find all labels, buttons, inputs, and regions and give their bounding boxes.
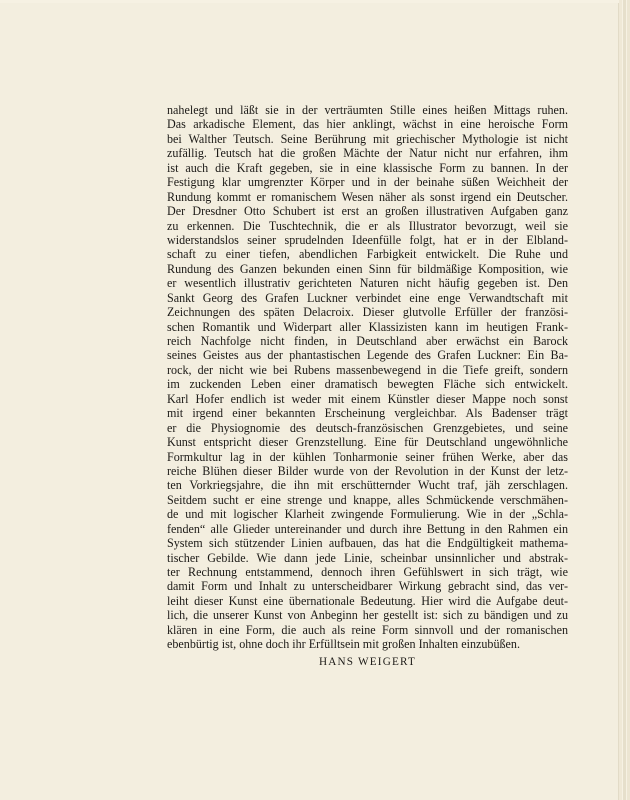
text-line: Kunst entspricht dieser Grenzstellung. Eine für Deutschland ungewöhnliche <box>167 435 568 450</box>
text-line: reiche Blühen dieser Bilder wurde von der Revolution in der Kunst der letz- <box>167 463 568 478</box>
text-line: Seitdem sucht er eine strenge und knappe, alles Schmückende verschmähen- <box>167 492 568 507</box>
text-line: mit irgend einer bekannten Erscheinung vergleichbar. Als Badenser trägt <box>167 406 568 421</box>
text-line: widerstandslos seiner sprudelnden Ideenfülle folgt, hat er in der Elbland- <box>167 232 568 247</box>
text-line: ter Rechnung entstammend, dennoch ihren Gefühlswert in sich trägt, wie <box>167 565 568 579</box>
text-line: tischer Gebilde. Wie dann jede Linie, scheinbar unsinnlicher und abstrak- <box>167 550 568 565</box>
text-line: leiht dieser Kunst eine übernationale Bedeutung. Hier wird die Aufgabe deut- <box>167 593 568 608</box>
text-line: Rundung kommt er romanischem Wesen näher als sonst irgend ein Deutscher. <box>167 189 568 204</box>
text-line: de und mit logischer Klarheit zwingende Formulierung. Wie in der „Schla- <box>167 507 568 522</box>
body-text <box>167 103 568 669</box>
text-line: zufällig. Teutsch hat die großen Mächte der Natur nicht nur erfahren, ihm <box>167 146 568 161</box>
text-line: Festigung klar umgrenzter Körper und in der beinahe süßen Weichheit der <box>167 175 568 190</box>
text-line: Rundung des Ganzen bekunden einen Sinn für bildmäßige Komposition, wie <box>167 261 568 276</box>
text-line: damit Form und Inhalt zu unterscheidbarer Wirkung gebracht sind, das ver- <box>167 579 568 594</box>
text-line: schaft zu einer tiefen, abendlichen Farbigkeit entwickelt. Die Ruhe und <box>167 247 568 262</box>
text-line: zu erkennen. Die Tuschtechnik, die er als Illustrator bevorzugt, weil sie <box>167 218 568 233</box>
text-line: Zeichnungen des späten Delacroix. Dieser glutvolle Erfüller der französi- <box>167 305 568 320</box>
text-line: Der Dresdner Otto Schubert ist erst an großen illustrativen Aufgaben ganz <box>167 204 568 219</box>
text-line: Karl Hofer endlich ist weder mit einem Künstler dieser Mappe noch sonst <box>167 391 568 406</box>
text-line: System sich stützender Linien aufbauen, das hat die Endgültigkeit mathema- <box>167 536 568 551</box>
text-line: seines Geistes aus der phantastischen Legende des Grafen Luckner: Ein Ba- <box>167 348 568 363</box>
text-line: Das arkadische Element, das hier anklingt, wächst in eine heroische Form <box>167 117 568 132</box>
text-line: klären in eine Form, die auch als reine Form sinnvoll und der romanischen <box>167 622 568 637</box>
text-line: im zuckenden Leben einer dramatisch bewegten Fläche sich entwickelt. <box>167 377 568 392</box>
text-line: fenden“ alle Glieder untereinander und durch ihre Bettung in den Rahmen ein <box>167 521 568 536</box>
page-edge <box>623 0 626 800</box>
text-line: schen Romantik und Widerpart aller Klassizisten kann im heutigen Frank- <box>167 319 568 334</box>
text-line: ten Vorkriegsjahre, die ihn mit erschütternder Wucht traf, jäh zerschlagen. <box>167 478 568 493</box>
author-signature: HANS WEIGERT <box>318 655 417 668</box>
text-line: bei Walther Teutsch. Seine Berührung mit griechischer Mythologie ist nicht <box>167 131 568 146</box>
text-line: ist auch die Kraft gegeben, sie in eine klassische Form zu bannen. In der <box>167 160 568 175</box>
text-line: lich, die unserer Kunst von Anbeginn her gestellt ist: sich zu bändigen und zu <box>167 608 568 623</box>
text-line: Formkultur lag in der kühlen Tonharmonie seiner frühen Werke, aber das <box>167 449 568 464</box>
text-line: ebenbürtig ist, ohne doch ihr Erfülltsein mit großen Inhalten einzubüßen. <box>167 637 520 652</box>
text-line: er wesentlich illustrativ gerichteten Naturen nicht häufig gegeben ist. Den <box>167 276 568 291</box>
text-line: reich Nachfolge nicht finden, in Deutschland aber erwächst ein Barock <box>167 334 568 348</box>
page-edge <box>619 0 622 800</box>
text-line: rock, der nicht wie bei Rubens massenbewegend in die Tiefe greift, sondern <box>167 362 568 377</box>
text-line: er die Physiognomie des deutsch-französischen Grenzgebietes, und seine <box>167 420 568 435</box>
text-line: nahelegt und läßt sie in der verträumten Stille eines heißen Mittags ruhen. <box>167 103 568 117</box>
text-line: Sankt Georg des Grafen Luckner verbindet eine enge Verwandtschaft mit <box>167 290 568 305</box>
